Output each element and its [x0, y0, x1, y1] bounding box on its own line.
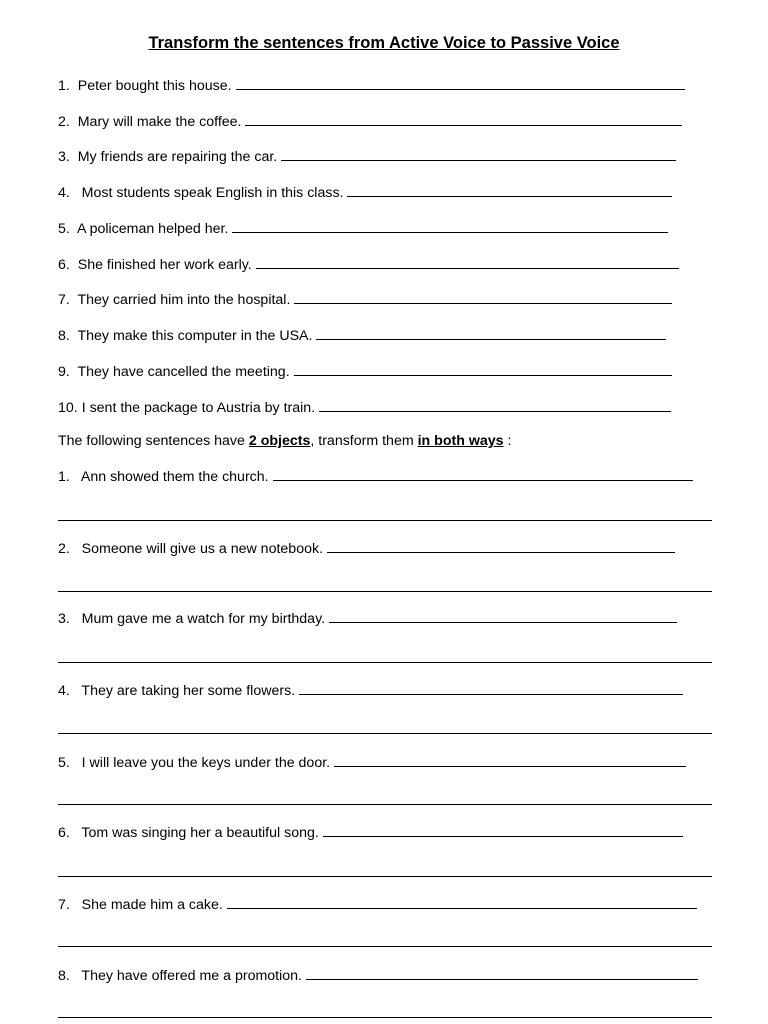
item-sentence: Tom was singing her a beautiful song.: [81, 825, 319, 841]
exercise-item: [58, 609, 677, 628]
exercise-item: [58, 467, 693, 486]
item-number: 2.: [58, 114, 70, 130]
answer-line[interactable]: [58, 876, 712, 877]
answer-blank[interactable]: [294, 362, 672, 376]
item-number: 1.: [58, 469, 70, 485]
item-sentence: A policeman helped her.: [76, 221, 229, 237]
answer-line[interactable]: [58, 946, 712, 947]
instruction-part: :: [503, 433, 512, 449]
answer-blank[interactable]: [281, 147, 676, 161]
exercise-item: [58, 183, 672, 202]
item-sentence: My friends are repairing the car.: [77, 149, 278, 165]
answer-blank[interactable]: [316, 326, 666, 340]
item-sentence: They are taking her some flowers.: [81, 683, 296, 699]
answer-line[interactable]: [58, 520, 712, 521]
exercise-item: [58, 326, 666, 345]
exercise-item: [58, 539, 675, 558]
answer-blank[interactable]: [327, 539, 675, 553]
answer-blank[interactable]: [306, 966, 698, 980]
answer-line[interactable]: [58, 591, 712, 592]
item-number: 9.: [58, 364, 70, 380]
item-number: 2.: [58, 541, 70, 557]
instruction-text: [58, 432, 511, 450]
answer-blank[interactable]: [299, 681, 683, 695]
answer-blank[interactable]: [323, 823, 683, 837]
exercise-item: [58, 219, 668, 238]
answer-line[interactable]: [58, 662, 712, 663]
item-number: 3.: [58, 149, 70, 165]
exercise-item: [58, 255, 679, 274]
item-sentence: Peter bought this house.: [77, 78, 232, 94]
emphasis-both-ways: in both ways: [417, 433, 504, 449]
exercise-item: [58, 823, 683, 842]
exercise-item: [58, 753, 686, 772]
item-number: 8.: [58, 328, 70, 344]
item-number: 4.: [58, 185, 70, 201]
answer-blank[interactable]: [347, 183, 672, 197]
exercise-item: [58, 147, 676, 166]
item-number: 4.: [58, 683, 70, 699]
item-sentence: Mary will make the coffee.: [77, 114, 242, 130]
answer-blank[interactable]: [236, 76, 685, 90]
exercise-item: [58, 966, 698, 985]
answer-blank[interactable]: [329, 609, 677, 623]
item-number: 8.: [58, 968, 70, 984]
exercise-item: [58, 681, 683, 700]
item-number: 3.: [58, 611, 70, 627]
exercise-item: [58, 895, 697, 914]
item-sentence: Ann showed them the church.: [80, 469, 269, 485]
answer-blank[interactable]: [227, 895, 697, 909]
item-sentence: Most students speak English in this class.: [81, 185, 344, 201]
item-number: 7.: [58, 897, 70, 913]
instruction-part: The following sentences have: [58, 433, 249, 449]
item-number: 5.: [58, 221, 70, 237]
exercise-item: [58, 112, 682, 131]
item-sentence: I will leave you the keys under the door.: [81, 755, 331, 771]
answer-blank[interactable]: [232, 219, 668, 233]
answer-blank[interactable]: [319, 398, 671, 412]
answer-blank[interactable]: [256, 255, 679, 269]
item-number: 7.: [58, 292, 70, 308]
answer-blank[interactable]: [294, 290, 672, 304]
item-number: 6.: [58, 825, 70, 841]
item-number: 10.: [58, 400, 78, 416]
answer-line[interactable]: [58, 804, 712, 805]
item-number: 1.: [58, 78, 70, 94]
answer-blank[interactable]: [245, 112, 682, 126]
item-sentence: They carried him into the hospital.: [77, 292, 291, 308]
page-title: Transform the sentences from Active Voice to Passive Voice: [148, 34, 620, 52]
answer-blank[interactable]: [273, 467, 693, 481]
item-sentence: I sent the package to Austria by train.: [81, 400, 316, 416]
item-sentence: Mum gave me a watch for my birthday.: [81, 611, 326, 627]
item-sentence: They have offered me a promotion.: [81, 968, 302, 984]
answer-line[interactable]: [58, 1017, 712, 1018]
answer-line[interactable]: [58, 733, 712, 734]
item-number: 5.: [58, 755, 70, 771]
item-sentence: She finished her work early.: [77, 257, 252, 273]
exercise-item: [58, 398, 671, 417]
instruction-part: , transform them: [310, 433, 418, 449]
exercise-item: [58, 76, 685, 95]
item-number: 6.: [58, 257, 70, 273]
answer-blank[interactable]: [334, 753, 686, 767]
exercise-item: [58, 290, 672, 309]
item-sentence: She made him a cake.: [81, 897, 223, 913]
emphasis-two-objects: 2 objects: [248, 433, 311, 449]
exercise-item: [58, 362, 672, 381]
item-sentence: They have cancelled the meeting.: [77, 364, 290, 380]
item-sentence: They make this computer in the USA.: [77, 328, 313, 344]
item-sentence: Someone will give us a new notebook.: [81, 541, 324, 557]
